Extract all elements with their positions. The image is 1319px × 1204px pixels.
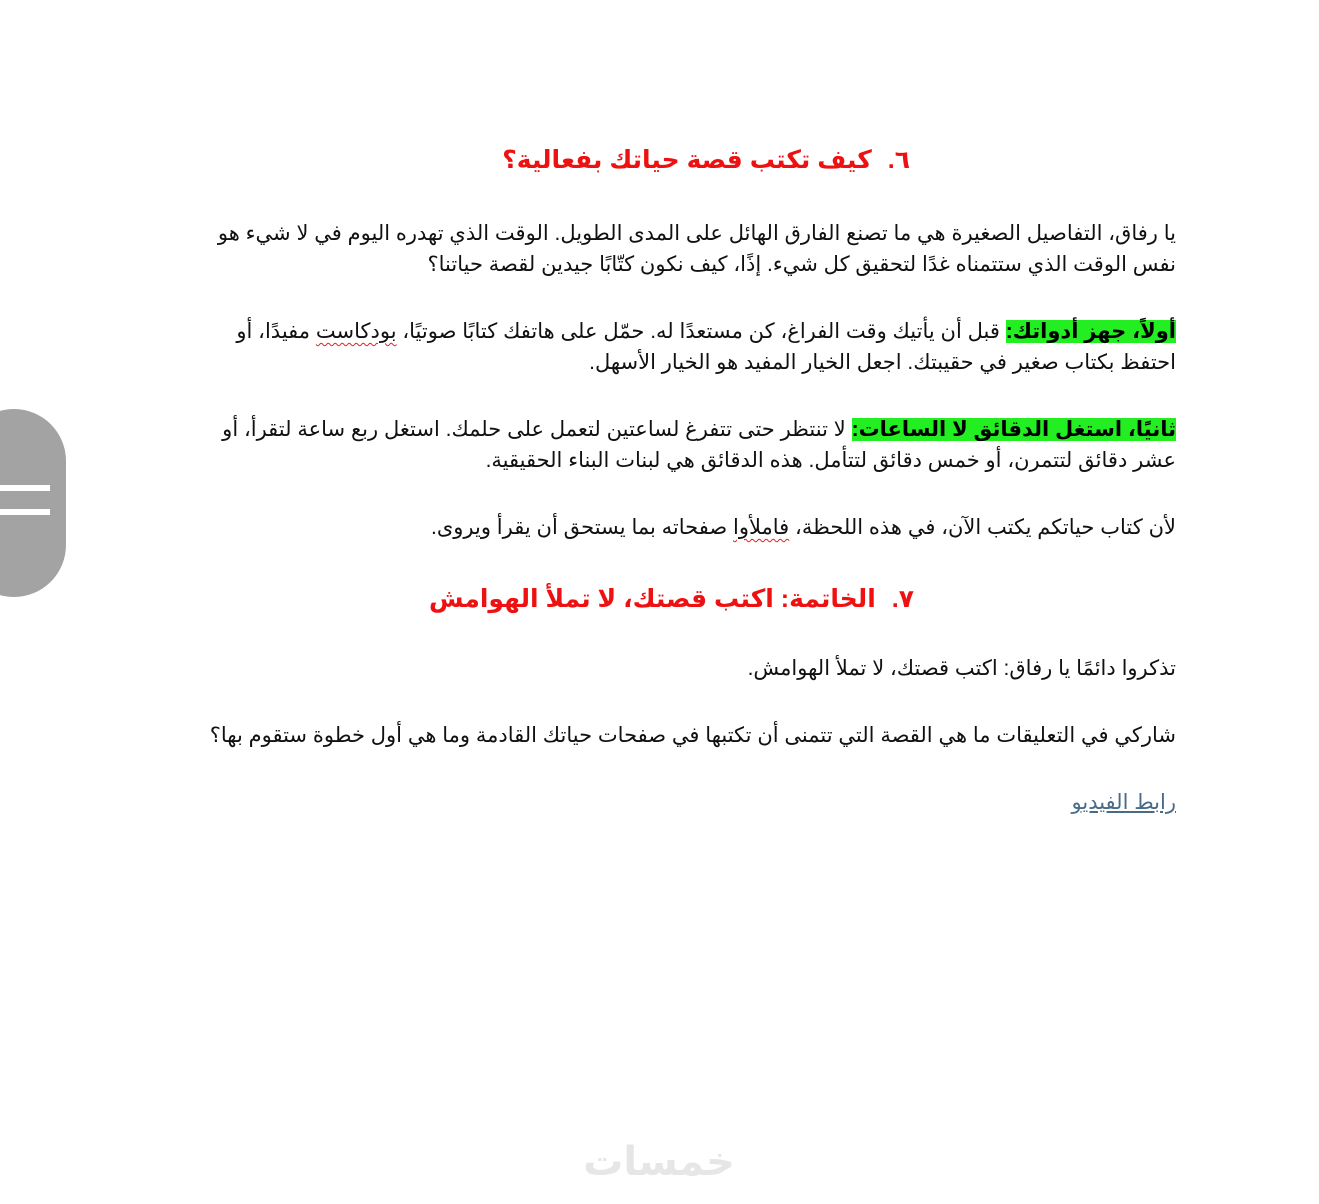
question-paragraph: شاركي في التعليقات ما هي القصة التي تتمنى أن تكتبها في صفحات حياتك القادمة وما هي أول خطوة ستقوم بها؟ (209, 724, 1176, 747)
tip-1-text-before: قبل أن يأتيك وقت الفراغ، كن مستعدًا له. حمّل على هاتفك كتابًا صوتيًا، (396, 320, 1006, 343)
tip-2-text: لا تنتظر حتى تتفرغ لساعتين لتعمل على حلمك. استغل ربع ساعة لتقرأ، أو عشر دقائق لتتمرن، أو خمس دقائق لتتأمل. هذه الدقائق هي لبنات البناء الحقيقية. (222, 418, 1176, 472)
tip-2-label: ثانيًا، استغل الدقائق لا الساعات: (851, 418, 1176, 441)
side-menu-handle[interactable] (0, 409, 66, 597)
section-6-title: كيف تكتب قصة حياتك بفعالية؟ (502, 146, 872, 174)
menu-lines-icon (0, 509, 50, 515)
section-6-number: ٦. (887, 146, 910, 174)
video-link-paragraph (176, 787, 1176, 818)
closing-paragraph (176, 512, 1176, 543)
section-7-title: الخاتمة: اكتب قصتك، لا تملأ الهوامش (429, 585, 876, 613)
reminder-paragraph: تذكروا دائمًا يا رفاق: اكتب قصتك، لا تملأ الهوامش. (747, 657, 1176, 680)
tip-1-text-after: مفيدًا، أو احتفظ بكتاب صغير في حقيبتك. اجعل الخيار المفيد هو الخيار الأسهل. (236, 320, 1176, 374)
spelling-squiggle-word: فاملأوا (733, 516, 790, 539)
closing-text-after: صفحاته بما يستحق أن يقرأ ويروى. (430, 516, 734, 539)
spelling-squiggle-word: بودكاست (315, 320, 397, 343)
tip-2-paragraph (176, 414, 1176, 476)
khamsat-watermark-logo: خمسات (583, 1139, 735, 1185)
section-6-heading (176, 140, 1176, 180)
tip-1-paragraph (176, 316, 1176, 378)
document-page (176, 140, 1176, 854)
tip-1-label: أولاً، جهز أدواتك: (1005, 320, 1176, 343)
menu-lines-icon (0, 485, 50, 491)
section-7-heading (176, 579, 1176, 619)
section-7-number: ٧. (891, 585, 914, 613)
video-link[interactable]: رابط الفيديو (1071, 791, 1176, 814)
intro-paragraph: يا رفاق، التفاصيل الصغيرة هي ما تصنع الفارق الهائل على المدى الطويل. الوقت الذي تهدره اليوم في لا شيء هو نفس الوقت الذي ستتمناه غدًا لتحقيق كل شيء. إذًا، كيف نكون كتّابًا جيدين لقصة حياتنا؟ (217, 222, 1176, 276)
closing-text-before: لأن كتاب حياتكم يكتب الآن، في هذه اللحظة، (789, 516, 1176, 539)
